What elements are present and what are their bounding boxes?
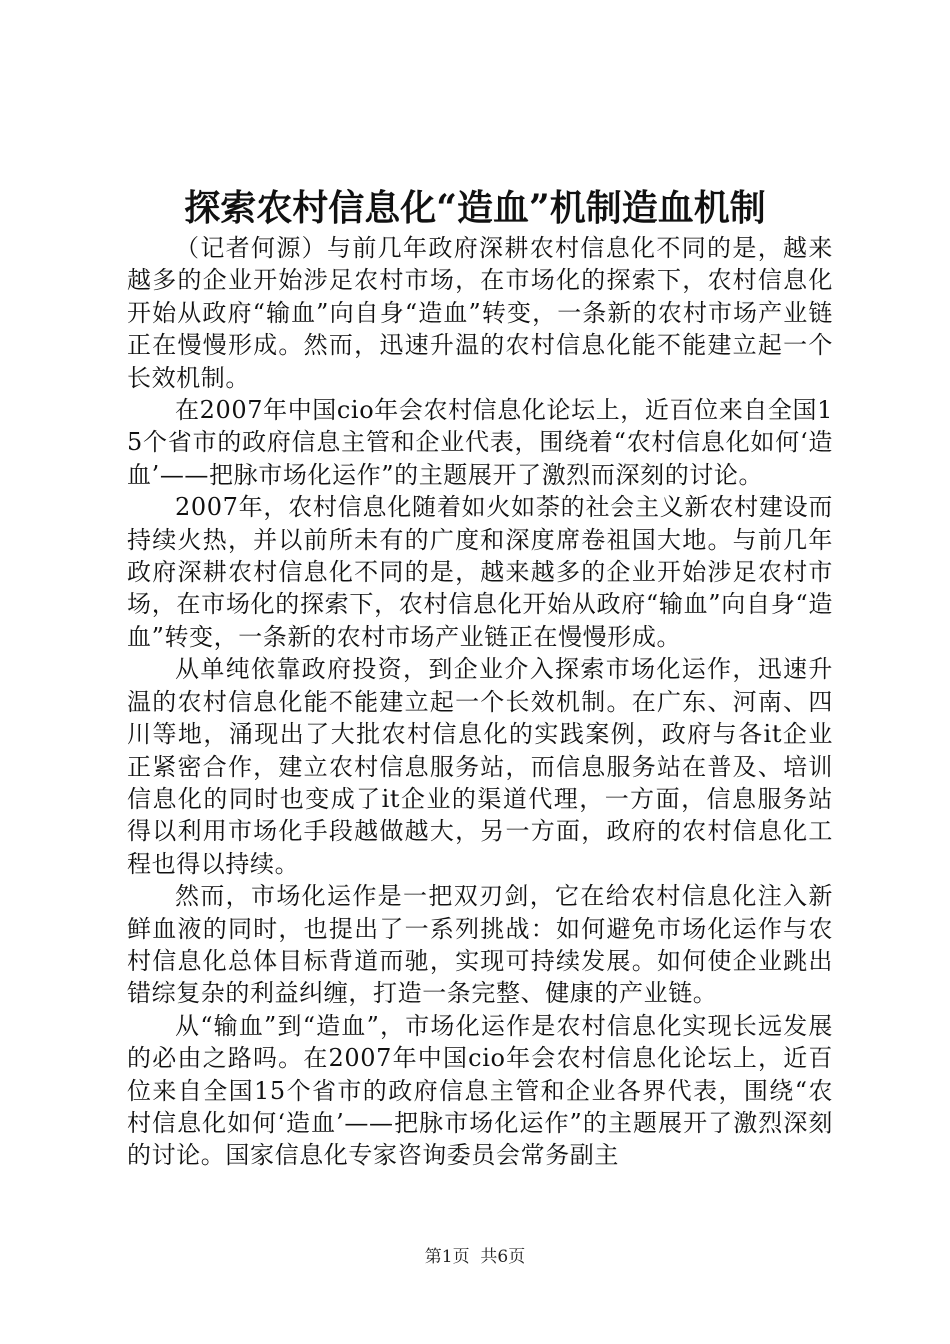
paragraph-3: 2007年，农村信息化随着如火如荼的社会主义新农村建设而持续火热，并以前所未有的广度和深度席卷祖国大地。与前几年政府深耕农村信息化不同的是，越来越多的企业开始涉足农村市场，在市场化的探索下，农村信息化开始从政府“输血”向自身“造血”转变，一条新的农村市场产业链正在慢慢形成。 [127,493,833,651]
paragraph-4: 从单纯依靠政府投资，到企业介入探索市场化运作，迅速升温的农村信息化能不能建立起一个长效机制。在广东、河南、四川等地，涌现出了大批农村信息化的实践案例，政府与各it企业正紧密合作，建立农村信息服务站，而信息服务站在普及、培训信息化的同时也变成了it企业的渠道代理，一方面，信息服务站得以利用市场化手段越做越大，另一方面，政府的农村信息化工程也得以持续。 [127,655,833,878]
paragraph-1: （记者何源）与前几年政府深耕农村信息化不同的是，越来越多的企业开始涉足农村市场，在市场化的探索下，农村信息化开始从政府“输血”向自身“造血”转变，一条新的农村市场产业链正在慢慢形成。然而，迅速升温的农村信息化能不能建立起一个长效机制。 [127,234,833,392]
document-title: 探索农村信息化“造血”机制造血机制 [184,187,766,229]
article-body [127,232,833,1172]
paragraph-2: 在2007年中国cio年会农村信息化论坛上，近百位来自全国15个省市的政府信息主管和企业代表，围绕着“农村信息化如何‘造血’——把脉市场化运作”的主题展开了激烈而深刻的讨论。 [127,396,833,489]
page-footer [0,1245,950,1269]
page-number: 第1页 共6页 [424,1247,526,1267]
paragraph-6: 从“输血”到“造血”，市场化运作是农村信息化实现长远发展的必由之路吗。在2007年中国cio年会农村信息化论坛上，近百位来自全国15个省市的政府信息主管和企业各界代表，围绕“农村信息化如何‘造血’——把脉市场化运作”的主题展开了激烈深刻的讨论。国家信息化专家咨询委员会常务副主 [127,1011,833,1170]
paragraph-5: 然而，市场化运作是一把双刃剑，它在给农村信息化注入新鲜血液的同时，也提出了一系列挑战：如何避免市场化运作与农村信息化总体目标背道而驰，实现可持续发展。如何使企业跳出错综复杂的利益纠缠，打造一条完整、健康的产业链。 [127,882,833,1008]
